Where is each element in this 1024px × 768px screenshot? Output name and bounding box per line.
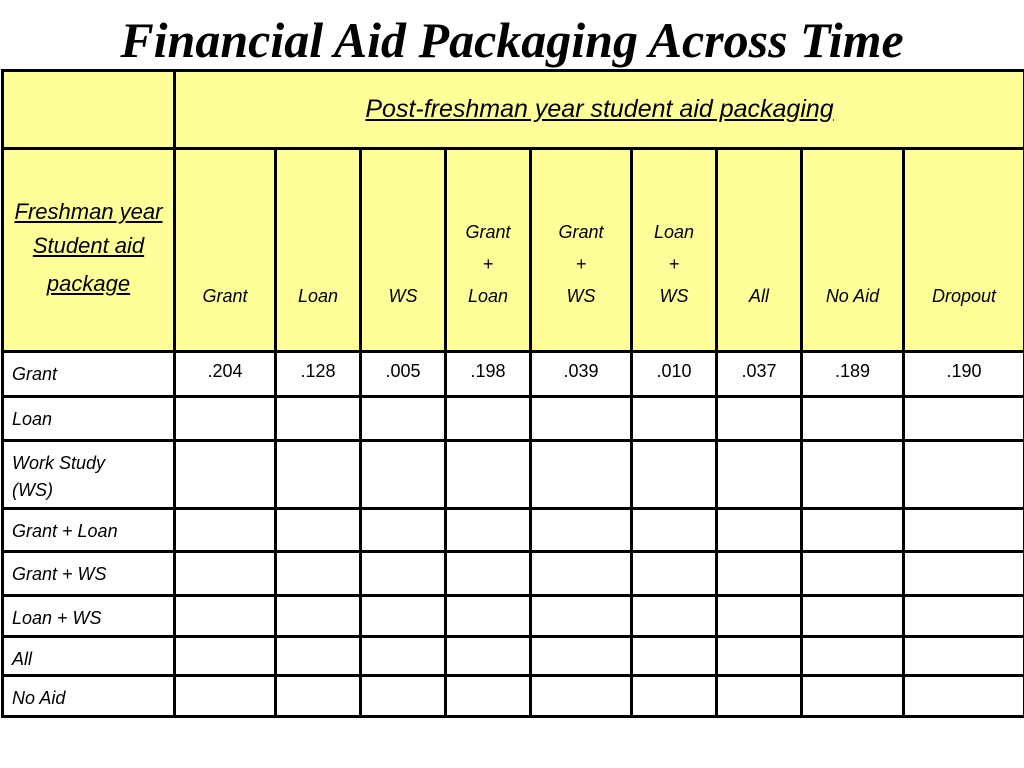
table-cell — [717, 441, 802, 509]
table-cell — [361, 441, 446, 509]
table-cell — [276, 397, 361, 441]
column-header — [276, 149, 361, 352]
page-title: Financial Aid Packaging Across Time — [120, 12, 904, 68]
table-cell — [446, 441, 531, 509]
table-cell — [904, 637, 1024, 676]
table-row — [3, 637, 1024, 676]
column-header — [361, 149, 446, 352]
table-cell — [904, 596, 1024, 637]
table-cell — [904, 397, 1024, 441]
column-header-text: All — [748, 286, 769, 306]
table-cell — [904, 676, 1024, 717]
table-cell — [904, 552, 1024, 596]
table-cell — [632, 441, 717, 509]
table-cell — [717, 596, 802, 637]
table-cell — [717, 552, 802, 596]
table-cell — [175, 637, 276, 676]
column-header — [904, 149, 1024, 352]
table-cell — [446, 509, 531, 552]
table-cell: .010 — [632, 352, 717, 397]
table-cell — [361, 676, 446, 717]
table-cell — [632, 509, 717, 552]
column-header-text: + — [668, 254, 680, 274]
table-cell — [175, 552, 276, 596]
table-cell — [175, 509, 276, 552]
table-row — [3, 596, 1024, 637]
table-cell — [361, 637, 446, 676]
table-cell — [531, 637, 632, 676]
row-label: Work Study (WS) — [3, 441, 175, 509]
table-cell — [276, 637, 361, 676]
aid-packaging-table — [1, 69, 1024, 718]
table-cell: .189 — [802, 352, 904, 397]
table-cell — [531, 509, 632, 552]
table-cell — [361, 397, 446, 441]
corner-cell — [3, 71, 175, 149]
table-cell — [446, 637, 531, 676]
table-cell — [904, 441, 1024, 509]
table-cell — [361, 509, 446, 552]
table-cell — [717, 509, 802, 552]
table-cell — [802, 552, 904, 596]
column-header-text: WS — [659, 286, 689, 306]
table-cell — [802, 397, 904, 441]
column-header-text: WS — [388, 286, 418, 306]
table-cell: .005 — [361, 352, 446, 397]
table-cell — [632, 397, 717, 441]
table-cell — [531, 397, 632, 441]
table-cell — [632, 552, 717, 596]
column-header — [175, 149, 276, 352]
table-row — [3, 509, 1024, 552]
table-cell — [446, 552, 531, 596]
table-cell — [276, 552, 361, 596]
column-header — [531, 149, 632, 352]
table-cell — [802, 637, 904, 676]
table-cell — [276, 441, 361, 509]
table-cell — [531, 676, 632, 717]
table-cell — [717, 637, 802, 676]
column-header-text: WS — [566, 286, 596, 306]
table-cell: .198 — [446, 352, 531, 397]
column-header-text: Dropout — [932, 286, 997, 306]
table-cell — [632, 596, 717, 637]
column-header-text: Loan — [467, 286, 509, 306]
table-cell: .037 — [717, 352, 802, 397]
table-cell — [361, 552, 446, 596]
column-header — [446, 149, 531, 352]
row-label: Loan — [3, 397, 175, 441]
table-cell — [446, 596, 531, 637]
table-cell — [802, 509, 904, 552]
table-cell — [276, 676, 361, 717]
table-row — [3, 352, 1024, 397]
table-cell — [175, 596, 276, 637]
row-header-line3: package — [46, 271, 131, 296]
row-header-line2: Student aid — [32, 233, 145, 258]
table-row — [3, 676, 1024, 717]
table-cell — [904, 509, 1024, 552]
table-cell — [632, 676, 717, 717]
column-header-text: Grant — [558, 222, 604, 242]
column-header — [717, 149, 802, 352]
table-row — [3, 552, 1024, 596]
table-cell — [361, 596, 446, 637]
table-cell — [717, 676, 802, 717]
column-header-text: Loan — [297, 286, 339, 306]
row-label: No Aid — [3, 676, 175, 717]
table-cell — [531, 596, 632, 637]
row-label: Loan + WS — [3, 596, 175, 637]
table-cell — [175, 676, 276, 717]
table-cell: .128 — [276, 352, 361, 397]
table-cell — [446, 397, 531, 441]
row-label: Grant — [3, 352, 175, 397]
table-cell — [276, 509, 361, 552]
column-header-text: Grant — [465, 222, 511, 242]
row-label: Grant + WS — [3, 552, 175, 596]
table-cell: .204 — [175, 352, 276, 397]
table-cell — [276, 596, 361, 637]
table-cell: .190 — [904, 352, 1024, 397]
row-label: All — [3, 637, 175, 676]
column-header-text: Loan — [653, 222, 695, 242]
table-cell — [717, 397, 802, 441]
table-cell — [632, 637, 717, 676]
super-header: Post-freshman year student aid packaging — [175, 71, 1024, 149]
table-cell — [802, 441, 904, 509]
column-header — [632, 149, 717, 352]
table-cell — [531, 552, 632, 596]
column-header-text: Grant — [202, 286, 248, 306]
column-header-text: No Aid — [825, 286, 880, 306]
table-cell — [802, 676, 904, 717]
column-header — [802, 149, 904, 352]
row-header-line1: Freshman year — [14, 199, 163, 224]
table-cell — [446, 676, 531, 717]
table-cell — [531, 441, 632, 509]
table-cell — [175, 441, 276, 509]
table-cell — [802, 596, 904, 637]
table-cell — [175, 397, 276, 441]
row-label: Grant + Loan — [3, 509, 175, 552]
table-cell: .039 — [531, 352, 632, 397]
table-row — [3, 441, 1024, 509]
column-header-text: + — [482, 254, 494, 274]
table-row — [3, 397, 1024, 441]
row-header-cell — [3, 149, 175, 352]
column-header-text: + — [575, 254, 587, 274]
